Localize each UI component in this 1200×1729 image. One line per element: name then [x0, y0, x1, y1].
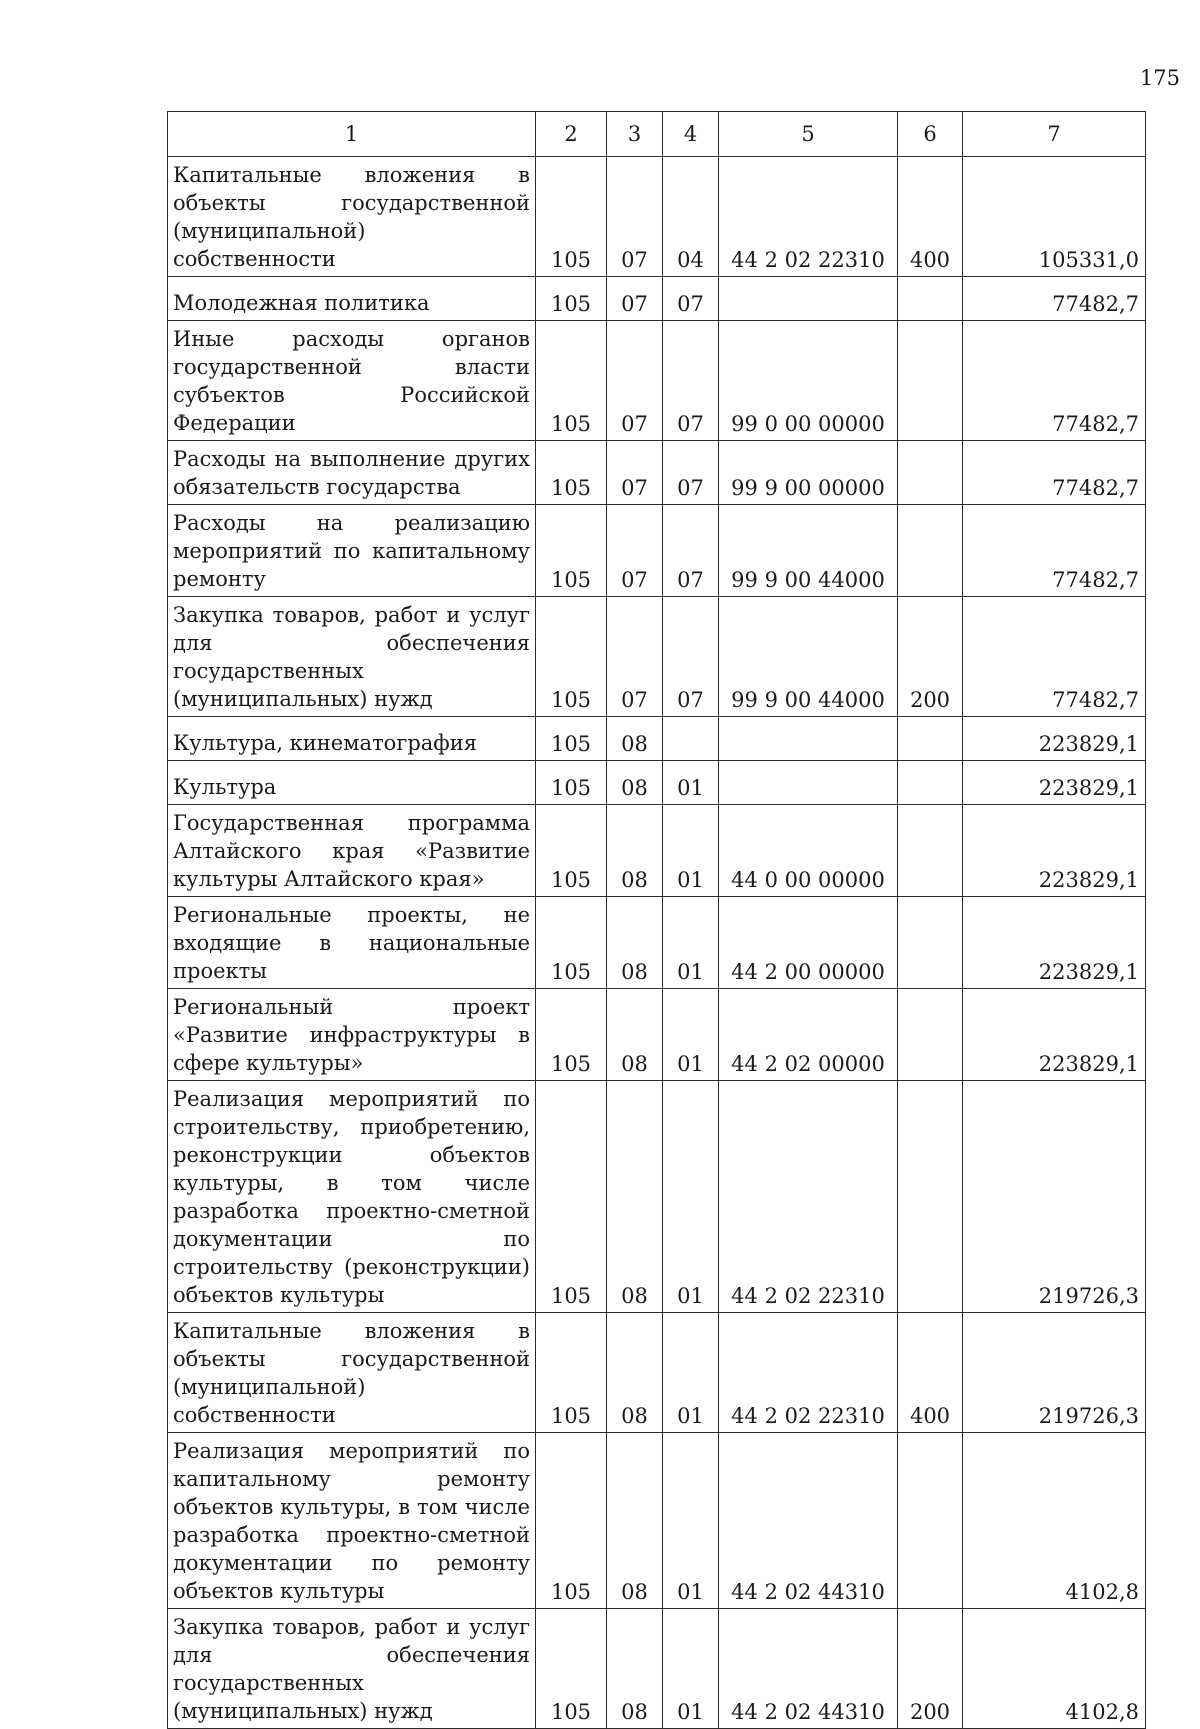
row-c3-cell: 08 — [607, 1433, 663, 1609]
row-code-cell: 99 9 00 00000 — [719, 441, 898, 505]
row-amount-cell: 4102,8 — [963, 1609, 1146, 1729]
table-row — [168, 897, 1146, 989]
header-row — [168, 112, 1146, 157]
row-c6-cell — [898, 321, 963, 441]
row-c3-cell: 07 — [607, 157, 663, 277]
row-code-cell — [719, 717, 898, 761]
row-c4-cell: 01 — [663, 1313, 719, 1433]
row-c6-cell — [898, 505, 963, 597]
row-name-cell: Региональный проект «Развитие инфраструктуры в сфере культуры» — [168, 989, 536, 1081]
row-c3-cell: 08 — [607, 1313, 663, 1433]
row-c4-cell: 01 — [663, 805, 719, 897]
row-name-cell: Закупка товаров, работ и услуг для обеспечения государственных (муниципальных) нужд — [168, 597, 536, 717]
row-c2-cell: 105 — [536, 1081, 607, 1313]
row-c3-cell: 08 — [607, 761, 663, 805]
table-row — [168, 761, 1146, 805]
table-row — [168, 157, 1146, 277]
row-c2-cell: 105 — [536, 441, 607, 505]
row-c2-cell: 105 — [536, 897, 607, 989]
row-amount-cell: 77482,7 — [963, 277, 1146, 321]
row-code-cell: 44 2 00 00000 — [719, 897, 898, 989]
row-code-cell: 44 2 02 00000 — [719, 989, 898, 1081]
column-header: 2 — [536, 112, 607, 157]
row-c2-cell: 105 — [536, 597, 607, 717]
row-code-cell: 99 0 00 00000 — [719, 321, 898, 441]
table-row — [168, 597, 1146, 717]
table-row — [168, 1433, 1146, 1609]
row-c6-cell: 400 — [898, 157, 963, 277]
row-c3-cell: 08 — [607, 989, 663, 1081]
table-row — [168, 505, 1146, 597]
row-c3-cell: 08 — [607, 1609, 663, 1729]
row-amount-cell: 219726,3 — [963, 1313, 1146, 1433]
row-c6-cell — [898, 277, 963, 321]
row-c6-cell — [898, 1433, 963, 1609]
row-amount-cell: 219726,3 — [963, 1081, 1146, 1313]
row-code-cell: 99 9 00 44000 — [719, 505, 898, 597]
page-number: 175 — [1139, 66, 1180, 90]
row-amount-cell: 223829,1 — [963, 989, 1146, 1081]
row-amount-cell: 223829,1 — [963, 761, 1146, 805]
row-code-cell: 99 9 00 44000 — [719, 597, 898, 717]
row-amount-cell: 223829,1 — [963, 897, 1146, 989]
table-row — [168, 1313, 1146, 1433]
row-code-cell — [719, 277, 898, 321]
row-c4-cell — [663, 717, 719, 761]
row-c6-cell — [898, 441, 963, 505]
budget-table — [167, 111, 1146, 1729]
row-c4-cell: 07 — [663, 277, 719, 321]
row-code-cell: 44 2 02 44310 — [719, 1433, 898, 1609]
row-c4-cell: 01 — [663, 1081, 719, 1313]
column-header: 5 — [719, 112, 898, 157]
column-header: 6 — [898, 112, 963, 157]
row-name-cell: Иные расходы органов государственной власти субъектов Российской Федерации — [168, 321, 536, 441]
row-c3-cell: 07 — [607, 441, 663, 505]
column-header: 3 — [607, 112, 663, 157]
row-c6-cell — [898, 805, 963, 897]
row-name-cell: Культура, кинематография — [168, 717, 536, 761]
row-c2-cell: 105 — [536, 505, 607, 597]
table-row — [168, 1609, 1146, 1729]
row-c2-cell: 105 — [536, 761, 607, 805]
row-code-cell: 44 2 02 22310 — [719, 1313, 898, 1433]
row-c6-cell — [898, 1081, 963, 1313]
row-c2-cell: 105 — [536, 157, 607, 277]
row-c6-cell: 200 — [898, 1609, 963, 1729]
table-row — [168, 717, 1146, 761]
row-name-cell: Реализация мероприятий по строительству, приобретению, реконструкции объектов культуры, в том числе разработка проектно-сметной документации по строительству (реконструкции) объектов культуры — [168, 1081, 536, 1313]
row-c4-cell: 07 — [663, 505, 719, 597]
row-code-cell: 44 0 00 00000 — [719, 805, 898, 897]
row-c6-cell — [898, 717, 963, 761]
row-c3-cell: 07 — [607, 597, 663, 717]
table-row — [168, 441, 1146, 505]
row-c2-cell: 105 — [536, 277, 607, 321]
table-row — [168, 805, 1146, 897]
row-c3-cell: 08 — [607, 717, 663, 761]
row-code-cell: 44 2 02 22310 — [719, 157, 898, 277]
row-amount-cell: 77482,7 — [963, 441, 1146, 505]
column-header: 7 — [963, 112, 1146, 157]
row-code-cell: 44 2 02 22310 — [719, 1081, 898, 1313]
row-c4-cell: 01 — [663, 761, 719, 805]
row-c4-cell: 01 — [663, 989, 719, 1081]
row-c6-cell — [898, 897, 963, 989]
row-c4-cell: 01 — [663, 897, 719, 989]
row-c3-cell: 07 — [607, 277, 663, 321]
row-amount-cell: 77482,7 — [963, 505, 1146, 597]
row-c2-cell: 105 — [536, 989, 607, 1081]
table-row — [168, 1081, 1146, 1313]
table-body — [168, 157, 1146, 1729]
column-header: 4 — [663, 112, 719, 157]
row-c2-cell: 105 — [536, 1313, 607, 1433]
table-row — [168, 989, 1146, 1081]
row-c2-cell: 105 — [536, 1609, 607, 1729]
row-name-cell: Культура — [168, 761, 536, 805]
row-c2-cell: 105 — [536, 321, 607, 441]
row-amount-cell: 223829,1 — [963, 805, 1146, 897]
row-c2-cell: 105 — [536, 805, 607, 897]
row-c3-cell: 07 — [607, 321, 663, 441]
row-c4-cell: 01 — [663, 1609, 719, 1729]
row-amount-cell: 77482,7 — [963, 597, 1146, 717]
row-c6-cell: 200 — [898, 597, 963, 717]
row-c3-cell: 07 — [607, 505, 663, 597]
row-name-cell: Расходы на выполнение других обязательств государства — [168, 441, 536, 505]
table-row — [168, 277, 1146, 321]
row-name-cell: Региональные проекты, не входящие в национальные проекты — [168, 897, 536, 989]
row-c4-cell: 01 — [663, 1433, 719, 1609]
row-amount-cell: 105331,0 — [963, 157, 1146, 277]
column-header: 1 — [168, 112, 536, 157]
row-c6-cell: 400 — [898, 1313, 963, 1433]
row-name-cell: Молодежная политика — [168, 277, 536, 321]
row-code-cell: 44 2 02 44310 — [719, 1609, 898, 1729]
table-row — [168, 321, 1146, 441]
row-name-cell: Капитальные вложения в объекты государственной (муниципальной) собственности — [168, 157, 536, 277]
row-amount-cell: 223829,1 — [963, 717, 1146, 761]
row-c6-cell — [898, 989, 963, 1081]
row-name-cell: Государственная программа Алтайского края «Развитие культуры Алтайского края» — [168, 805, 536, 897]
row-c4-cell: 07 — [663, 597, 719, 717]
row-c3-cell: 08 — [607, 1081, 663, 1313]
row-c2-cell: 105 — [536, 717, 607, 761]
row-amount-cell: 77482,7 — [963, 321, 1146, 441]
row-c4-cell: 07 — [663, 441, 719, 505]
row-c4-cell: 07 — [663, 321, 719, 441]
row-c4-cell: 04 — [663, 157, 719, 277]
row-name-cell: Расходы на реализацию мероприятий по капитальному ремонту — [168, 505, 536, 597]
row-name-cell: Закупка товаров, работ и услуг для обеспечения государственных (муниципальных) нужд — [168, 1609, 536, 1729]
row-c6-cell — [898, 761, 963, 805]
row-code-cell — [719, 761, 898, 805]
row-amount-cell: 4102,8 — [963, 1433, 1146, 1609]
row-c3-cell: 08 — [607, 897, 663, 989]
row-c3-cell: 08 — [607, 805, 663, 897]
row-name-cell: Реализация мероприятий по капитальному ремонту объектов культуры, в том числе разработка проектно-сметной документации по ремонту объектов культуры — [168, 1433, 536, 1609]
row-name-cell: Капитальные вложения в объекты государственной (муниципальной) собственности — [168, 1313, 536, 1433]
row-c2-cell: 105 — [536, 1433, 607, 1609]
